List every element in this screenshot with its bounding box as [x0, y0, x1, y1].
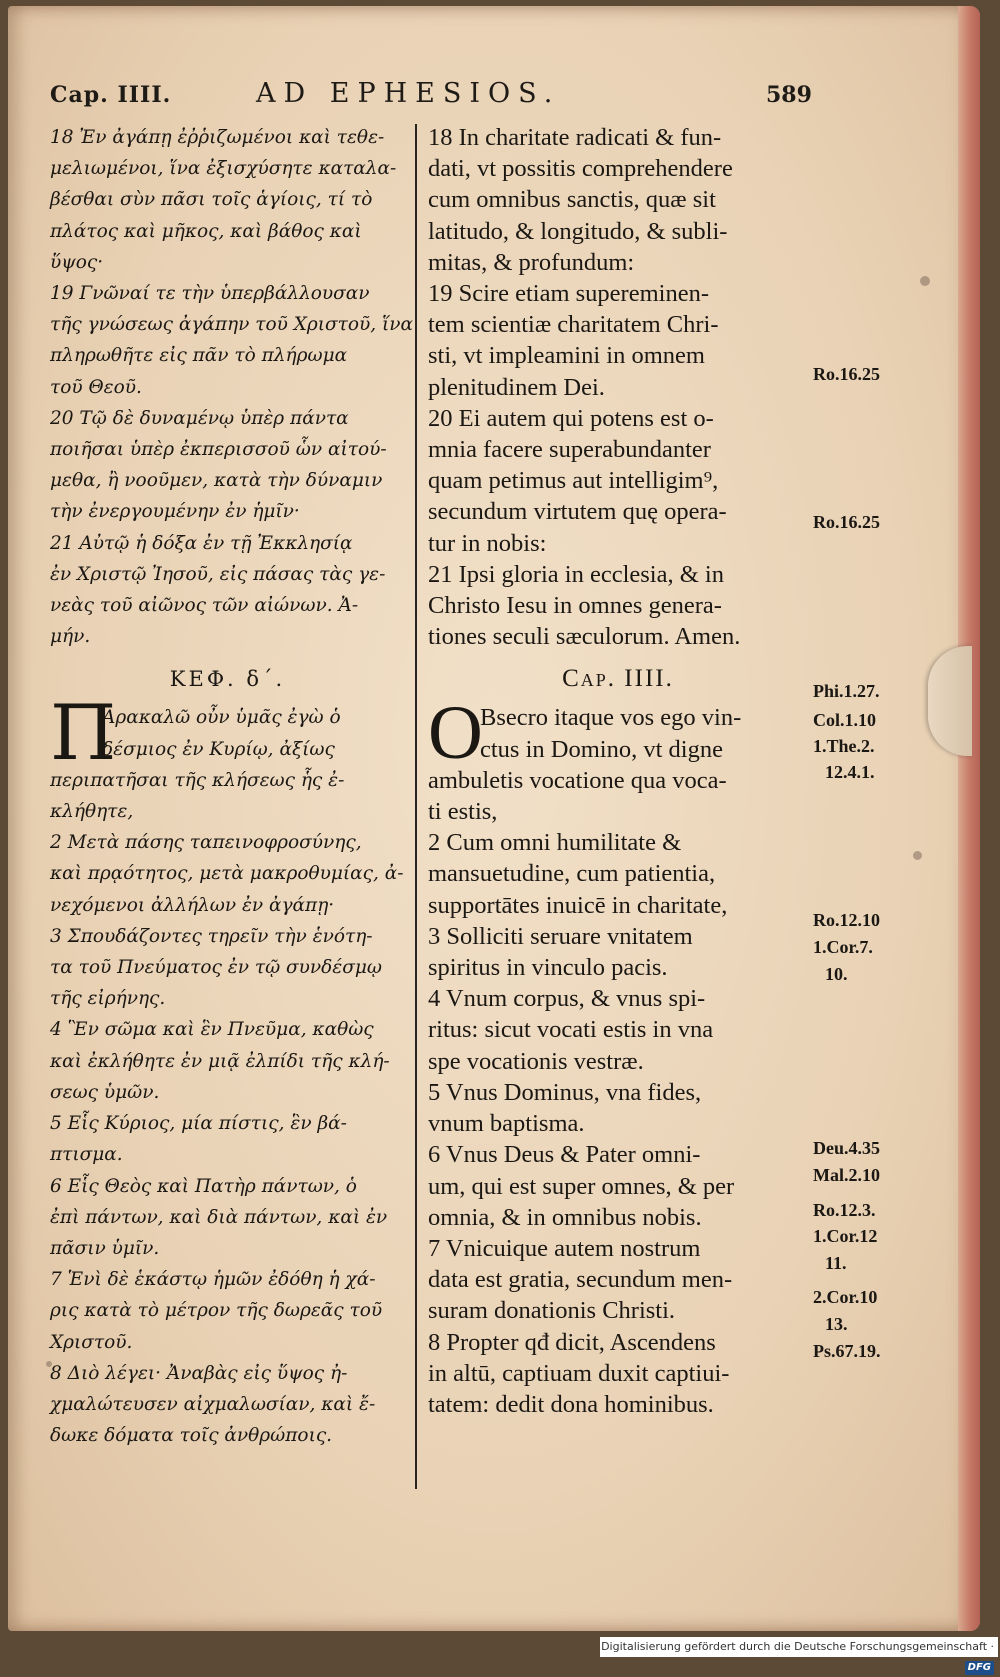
latin-text-line: data est gratia, secundum men-	[428, 1266, 733, 1294]
margin-reference: Phi.1.27.	[813, 681, 880, 701]
latin-text-line: ambuletis vocatione qua voca-	[428, 766, 727, 794]
greek-text-line: 21 Αὐτῷ ἡ δόξα ἐν τῇ Ἐκκλησίᾳ	[50, 532, 353, 554]
greek-text-line: 3 Σπουδάζοντες τηρεῖν τὴν ἑνότη-	[50, 925, 373, 947]
latin-text-line: um, qui est super omnes, & per	[428, 1172, 735, 1200]
dfg-logo: DFG	[965, 1661, 994, 1675]
latin-text-line: mnia facere superabundanter	[428, 436, 711, 464]
greek-text-line: τοῦ Θεοῦ.	[50, 376, 142, 398]
latin-text-line: tatem: dedit dona hominibus.	[428, 1390, 714, 1418]
greek-text-line: 8 Διὸ λέγει· Ἀναβὰς εἰς ὕψος ἠ-	[50, 1362, 348, 1384]
margin-reference: 10.	[825, 964, 848, 984]
latin-text-line: 5 Vnus Dominus, vna fides,	[428, 1078, 702, 1106]
stain-dot	[920, 276, 930, 286]
latin-text-line: ctus in Domino, vt digne	[480, 735, 723, 763]
greek-text-line: 18 Ἐν ἀγάπῃ ἐῤῥιζωμένοι καὶ τεθε-	[50, 127, 385, 148]
latin-text-line: mitas, & profundum:	[428, 248, 635, 276]
margin-reference: Deu.4.35	[813, 1138, 880, 1158]
header-title: AD EPHESIOS.	[256, 78, 561, 109]
latin-text-line: suram donationis Christi.	[428, 1297, 676, 1325]
latin-text-line: latitudo, & longitudo, & subli-	[428, 217, 728, 245]
latin-text-line: 18 In charitate radicati & fun-	[428, 124, 722, 151]
latin-text-line: tur in nobis:	[428, 529, 547, 557]
latin-text-line: omnia, & in omnibus nobis.	[428, 1203, 702, 1231]
latin-text-line: tem scientiæ charitatem Chri-	[428, 311, 719, 339]
latin-text-line: dati, vt possitis comprehendere	[428, 155, 733, 183]
greek-text-line: ποιῆσαι ὑπὲρ ἐκπερισσοῦ ὧν αἰτού-	[50, 439, 387, 461]
latin-text-line: in altū, captiuam duxit captiui-	[428, 1359, 730, 1387]
greek-text-line: τα τοῦ Πνεύματος ἐν τῷ συνδέσμῳ	[50, 957, 382, 979]
latin-column	[428, 122, 808, 1420]
margin-reference: Ro.16.25	[813, 364, 880, 384]
margin-reference: Ro.12.3.	[813, 1200, 876, 1220]
header-chapter: Cap. IIII.	[50, 82, 172, 108]
stain-dot	[913, 851, 922, 860]
latin-text-line: mansuetudine, cum patientia,	[428, 860, 716, 888]
latin-text-line: plenitudinem Dei.	[428, 373, 605, 401]
greek-text-line: τῆς εἰρήνης.	[50, 988, 166, 1010]
margin-reference: Ps.67.19.	[813, 1341, 881, 1361]
greek-text-line: νεὰς τοῦ αἰῶνος τῶν αἰώνων. Ἀ-	[50, 595, 359, 617]
latin-dropcap: O	[428, 691, 483, 776]
greek-text-line: δέσμιος ἐν Κυρίῳ, ἀξίως	[102, 738, 335, 760]
page-number: 589	[766, 82, 812, 108]
greek-text-line: μήν.	[50, 626, 91, 648]
greek-chapter-heading: ΚΕΦ. δ΄.	[169, 667, 286, 692]
greek-column	[50, 122, 414, 1451]
latin-text-line: 8 Propter qđ dicit, Ascendens	[428, 1328, 716, 1356]
latin-text-line: tiones seculi sæculorum. Amen.	[428, 623, 741, 651]
greek-text-line: βέσθαι σὺν πᾶσι τοῖς ἁγίοις, τί τὸ	[50, 189, 373, 211]
latin-text-line: 2 Cum omni humilitate &	[428, 829, 682, 857]
greek-text-line: ἐν Χριστῷ Ἰησοῦ, εἰς πάσας τὰς γε-	[50, 563, 386, 585]
latin-text-line: 21 Ipsi gloria in ecclesia, & in	[428, 560, 724, 588]
running-header	[38, 78, 812, 118]
greek-text-line: μεθα, ἢ νοοῦμεν, κατὰ τὴν δύναμιν	[50, 470, 383, 492]
margin-reference: 11.	[825, 1253, 847, 1273]
column-divider	[415, 124, 417, 1489]
greek-text-line: καὶ πρᾳότητος, μετὰ μακροθυμίας, ἀ-	[50, 863, 404, 885]
latin-chapter-heading: Cap. IIII.	[562, 665, 674, 693]
latin-text-line: supportātes inuicē in charitate,	[428, 891, 728, 919]
latin-text-line: 3 Solliciti seruare vnitatem	[428, 922, 693, 950]
greek-text-line: 5 Εἷς Κύριος, μία πίστις, ἓν βά-	[50, 1113, 347, 1135]
greek-text-line: Αρακαλῶ οὖν ὑμᾶς ἐγὼ ὁ	[102, 707, 341, 729]
greek-text-line: Χριστοῦ.	[50, 1331, 133, 1353]
book-page	[8, 6, 980, 1631]
greek-text-line: καὶ ἐκλήθητε ἐν μιᾷ ἐλπίδι τῆς κλή-	[50, 1050, 390, 1072]
greek-text-line: 6 Εἷς Θεὸς καὶ Πατὴρ πάντων, ὁ	[50, 1175, 357, 1197]
greek-text-line: ρις κατὰ τὸ μέτρον τῆς δωρεᾶς τοῦ	[50, 1300, 383, 1322]
latin-text-line: sti, vt impleamini in omnem	[428, 342, 705, 370]
latin-text-line: spiritus in vinculo pacis.	[428, 954, 668, 982]
greek-text-line: χμαλώτευσεν αἰχμαλωσίαν, καὶ ἔ-	[50, 1393, 376, 1415]
greek-dropcap: Π	[50, 688, 117, 778]
greek-text-line: ἐπὶ πάντων, καὶ διὰ πάντων, καὶ ἐν	[50, 1206, 388, 1228]
margin-reference: 1.Cor.12	[813, 1226, 878, 1246]
latin-text-line: quam petimus aut intelligim⁹,	[428, 467, 719, 495]
greek-text-line: νεχόμενοι ἀλλήλων ἐν ἀγάπῃ·	[50, 894, 335, 916]
greek-text-line: πᾶσιν ὑμῖν.	[50, 1237, 160, 1259]
footer-text: Digitalisierung gefördert durch die Deutsche Forschungsgemeinschaft ·	[601, 1640, 994, 1653]
latin-text-line: 20 Ei autem qui potens est o-	[428, 404, 714, 432]
greek-text-line: μελιωμένοι, ἵνα ἐξισχύσητε καταλα-	[50, 158, 397, 180]
page-edge	[958, 6, 980, 1631]
greek-text-line: 7 Ἑνὶ δὲ ἑκάστῳ ἡμῶν ἐδόθη ἡ χά-	[50, 1269, 376, 1291]
margin-reference: 12.4.1.	[825, 762, 875, 782]
greek-text-line: 4 Ἓν σῶμα καὶ ἓν Πνεῦμα, καθὼς	[50, 1019, 374, 1041]
latin-text-line: spe vocationis vestræ.	[428, 1047, 644, 1075]
greek-text-line: 2 Μετὰ πάσης ταπεινοφροσύνης,	[50, 832, 362, 854]
greek-text-line: πληρωθῆτε εἰς πᾶν τὸ πλήρωμα	[50, 345, 348, 367]
margin-reference: 13.	[825, 1314, 848, 1334]
greek-text-line: τὴν ἐνεργουμένην ἐν ἡμῖν·	[50, 501, 300, 523]
digitization-footer	[600, 1637, 998, 1673]
margin-reference: 1.The.2.	[813, 736, 875, 756]
margin-reference: Col.1.10	[813, 710, 876, 730]
latin-text-line: secundum virtutem quę opera-	[428, 498, 727, 526]
margin-reference: 2.Cor.10	[813, 1287, 878, 1307]
latin-text-line: 4 Vnum corpus, & vnus spi-	[428, 985, 706, 1013]
margin-reference: 1.Cor.7.	[813, 937, 873, 957]
margin-reference: Ro.16.25	[813, 512, 880, 532]
greek-text-line: 20 Τῷ δὲ δυναμένῳ ὑπὲρ πάντα	[50, 407, 349, 429]
latin-text-line: cum omnibus sanctis, quæ sit	[428, 186, 716, 214]
greek-text-line: δωκε δόματα τοῖς ἀνθρώποις.	[50, 1425, 333, 1447]
latin-text-line: ritus: sicut vocati estis in vna	[428, 1016, 714, 1044]
greek-text-line: κλήθητε,	[50, 801, 134, 823]
greek-text-line: σεως ὑμῶν.	[50, 1081, 160, 1103]
page-clip	[928, 646, 972, 756]
margin-reference: Ro.12.10	[813, 910, 880, 930]
greek-text-line: τῆς γνώσεως ἀγάπην τοῦ Χριστοῦ, ἵνα	[50, 314, 414, 336]
greek-text-line: πτισμα.	[50, 1144, 123, 1166]
latin-text-line: 6 Vnus Deus & Pater omni-	[428, 1141, 701, 1169]
greek-text-line: ὕψος·	[50, 251, 104, 273]
greek-text-line: 19 Γνῶναί τε τὴν ὑπερβάλλουσαν	[50, 283, 370, 305]
greek-text-line: περιπατῆσαι τῆς κλήσεως ἧς ἐ-	[50, 769, 345, 791]
latin-text-line: 7 Vnicuique autem nostrum	[428, 1234, 701, 1262]
latin-text-line: vnum baptisma.	[428, 1110, 585, 1138]
latin-text-line: 19 Scire etiam supereminen-	[428, 280, 709, 308]
latin-text-line: Christo Iesu in omnes genera-	[428, 592, 722, 620]
greek-text-line: πλάτος καὶ μῆκος, καὶ βάθος καὶ	[50, 220, 362, 242]
latin-text-line: ti estis,	[428, 798, 498, 826]
margin-reference: Mal.2.10	[813, 1165, 880, 1185]
latin-text-line: Bsecro itaque vos ego vin-	[480, 704, 742, 732]
